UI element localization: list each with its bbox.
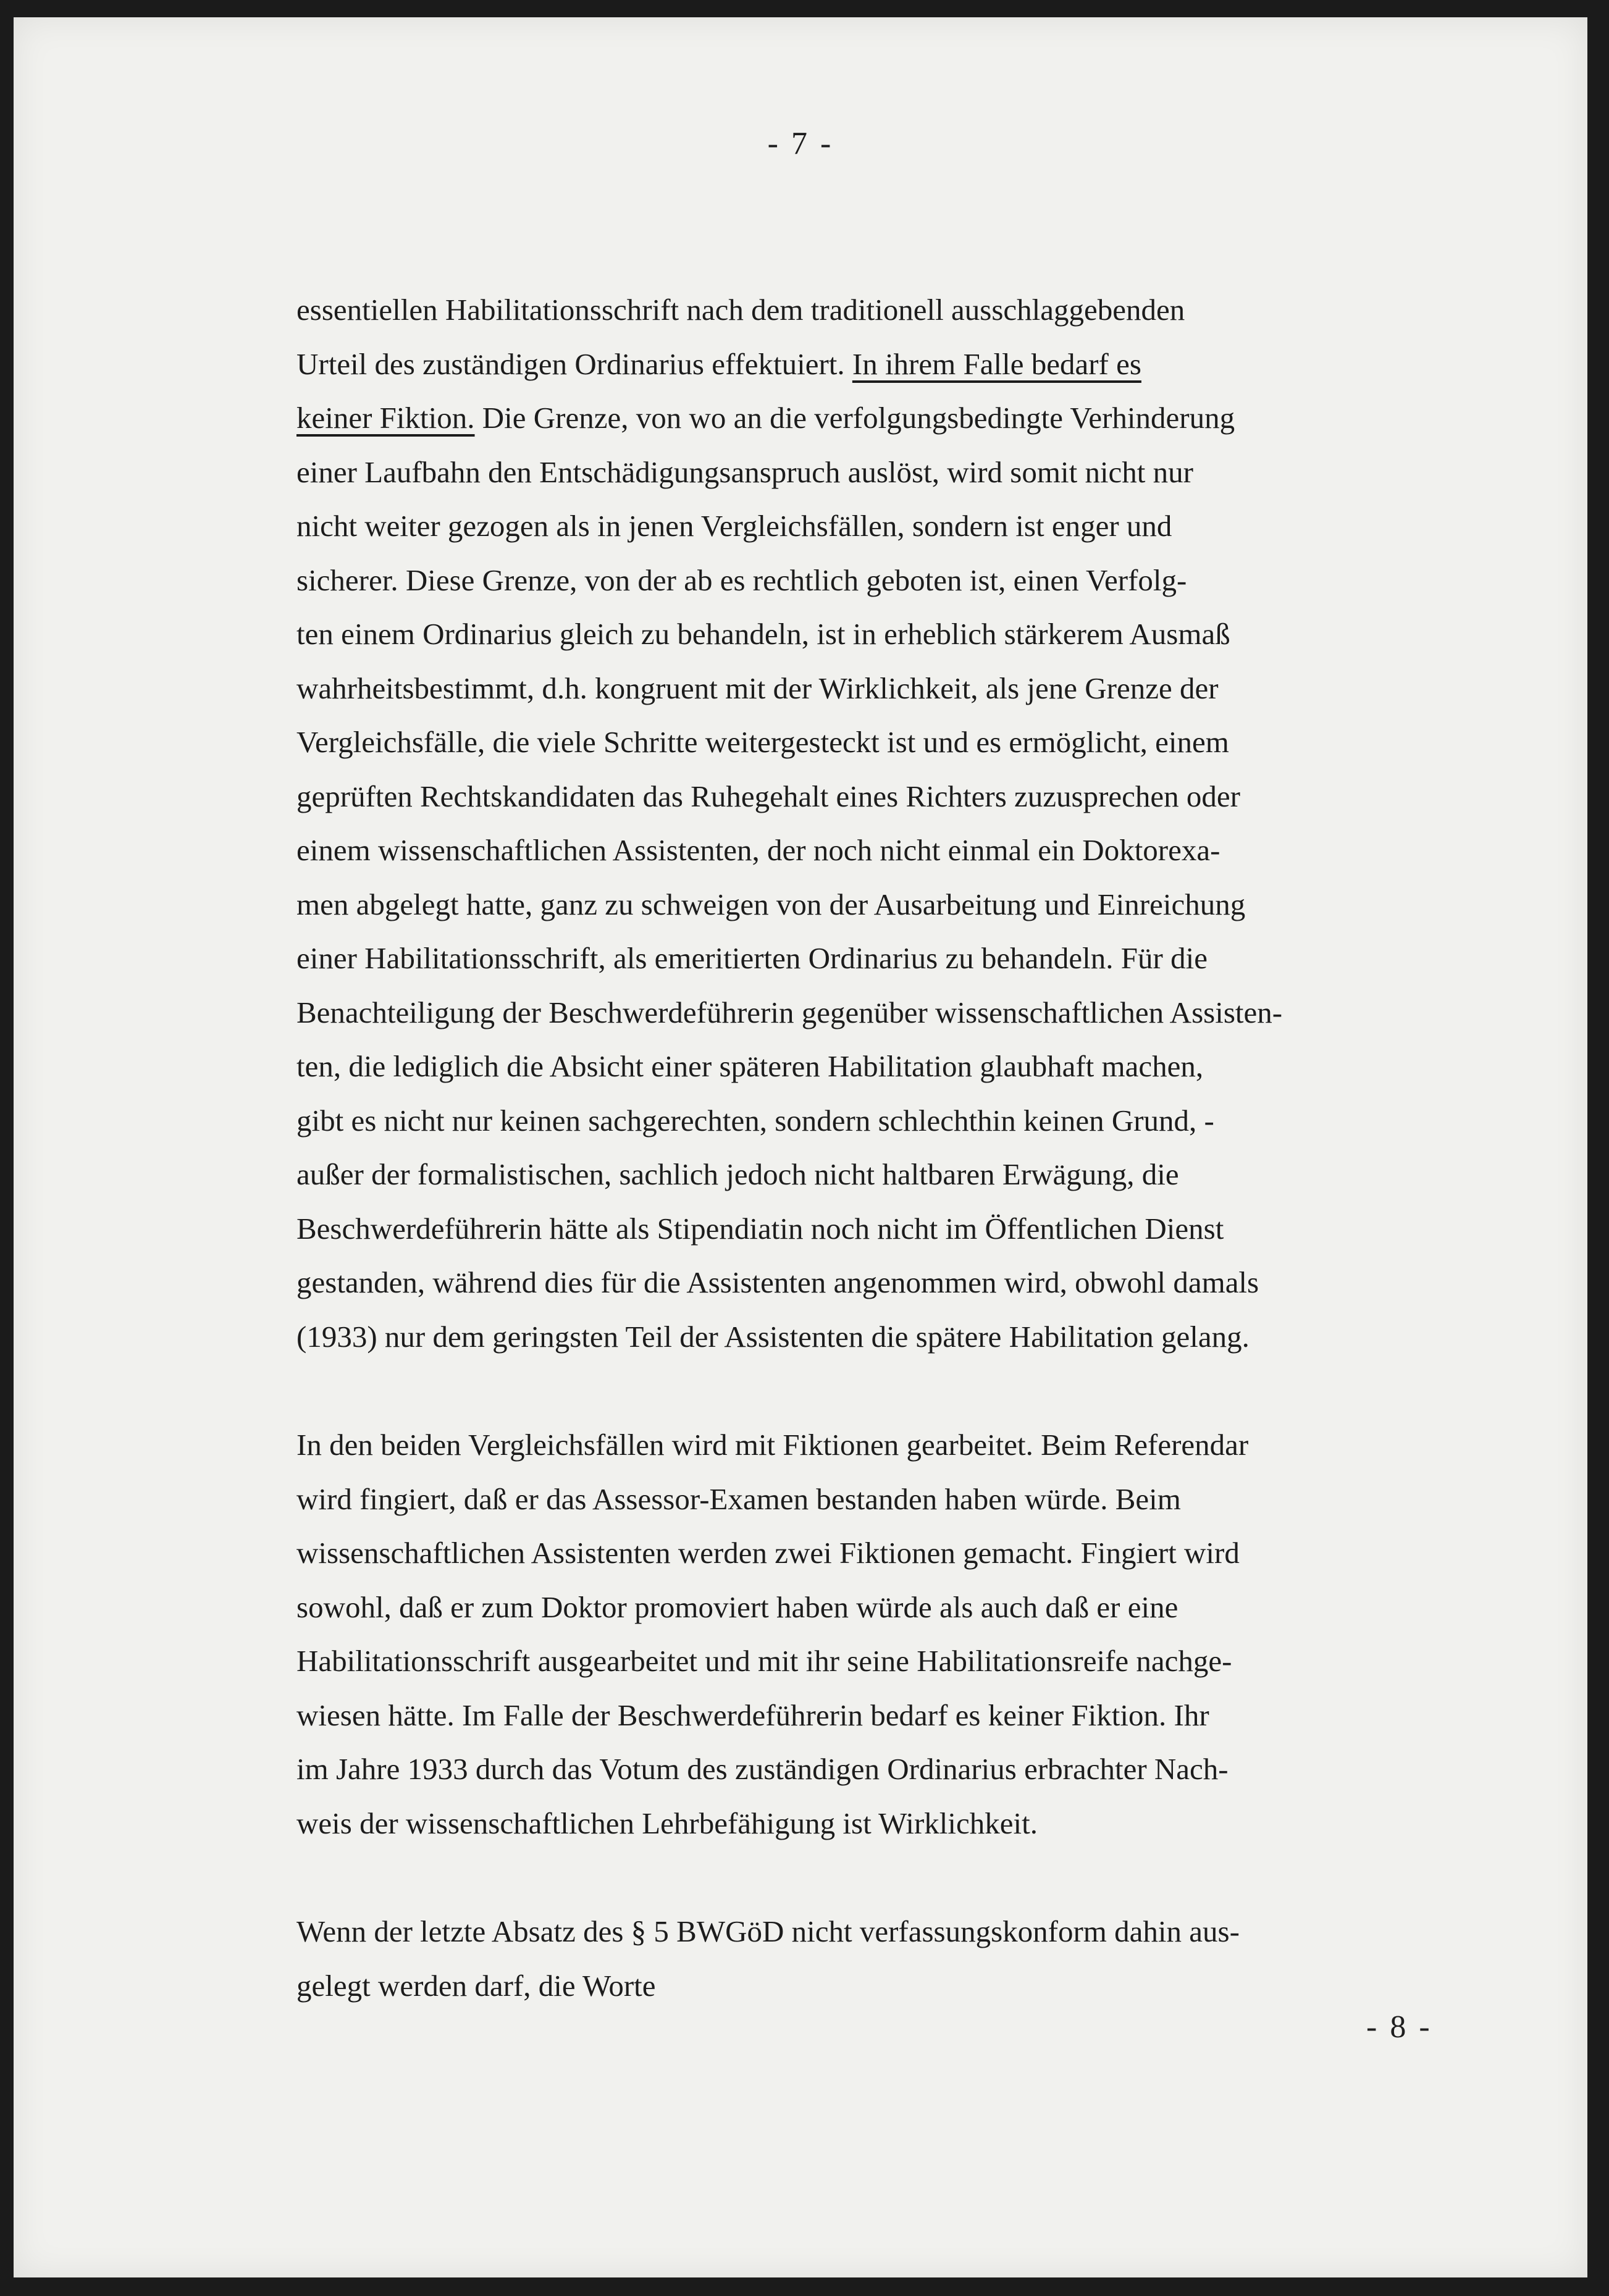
underlined-text: In ihrem Falle bedarf es [852, 346, 1141, 381]
text-line: wissenschaftlichen Assistenten werden zwei Fiktionen gemacht. Fingiert wird [296, 1536, 1240, 1570]
text-line: men abgelegt hatte, ganz zu schweigen von der Ausarbeitung und Einreichung [296, 887, 1246, 921]
text-line: ten einem Ordinarius gleich zu behandeln, ist in erheblich stärkerem Ausmaß [296, 617, 1230, 651]
text-line: sicherer. Diese Grenze, von der ab es rechtlich geboten ist, einen Verfolg- [296, 563, 1187, 597]
underlined-text: keiner Fiktion. [296, 401, 475, 435]
text-line: gestanden, während dies für die Assistenten angenommen wird, obwohl damals [296, 1265, 1259, 1299]
text-line [296, 337, 1587, 392]
paragraph-2 [296, 1418, 1587, 1850]
body-text [296, 283, 1587, 2013]
document-page [14, 17, 1587, 2277]
next-page-marker: - 8 - [1366, 2009, 1432, 2045]
text-line: geprüften Rechtskandidaten das Ruhegehalt eines Richters zuzusprechen oder [296, 779, 1240, 813]
text-line: wiesen hätte. Im Falle der Beschwerdeführerin bedarf es keiner Fiktion. Ihr [296, 1698, 1209, 1732]
text-line: essentiellen Habilitationsschrift nach dem traditionell ausschlaggebenden [296, 293, 1185, 327]
text-line: Wenn der letzte Absatz des § 5 BWGöD nicht verfassungskonform dahin aus- [296, 1914, 1240, 1948]
text-line: wird fingiert, daß er das Assessor-Examen bestanden haben würde. Beim [296, 1481, 1181, 1516]
text-line: wahrheitsbestimmt, d.h. kongruent mit der Wirklichkeit, als jene Grenze der [296, 671, 1219, 705]
text-line: einem wissenschaftlichen Assistenten, der noch nicht einmal ein Doktorexa- [296, 833, 1220, 867]
text-line: weis der wissenschaftlichen Lehrbefähigung ist Wirklichkeit. [296, 1806, 1038, 1840]
text-line: gibt es nicht nur keinen sachgerechten, sondern schlechthin keinen Grund, - [296, 1103, 1214, 1138]
text-line: einer Habilitationsschrift, als emeritierten Ordinarius zu behandeln. Für die [296, 941, 1208, 975]
text-line: im Jahre 1933 durch das Votum des zuständigen Ordinarius erbrachter Nach- [296, 1752, 1229, 1786]
paragraph-1 [296, 283, 1587, 1364]
text-line: sowohl, daß er zum Doktor promoviert haben würde als auch daß er eine [296, 1590, 1178, 1624]
text-line: nicht weiter gezogen als in jenen Vergleichsfällen, sondern ist enger und [296, 509, 1172, 543]
text-line: ten, die lediglich die Absicht einer späteren Habilitation glaubhaft machen, [296, 1049, 1204, 1083]
text-line: außer der formalistischen, sachlich jedoch nicht haltbaren Erwägung, die [296, 1157, 1179, 1191]
text-line: Benachteiligung der Beschwerdeführerin gegenüber wissenschaftlichen Assisten- [296, 995, 1283, 1029]
text-line: In den beiden Vergleichsfällen wird mit Fiktionen gearbeitet. Beim Referendar [296, 1428, 1249, 1462]
text-segment: Urteil des zuständigen Ordinarius effektuiert. [296, 346, 852, 381]
text-line: Habilitationsschrift ausgearbeitet und mit ihr seine Habilitationsreife nachge- [296, 1644, 1232, 1678]
paragraph-spacer [296, 1850, 1587, 1904]
paragraph-spacer [296, 1364, 1587, 1418]
paragraph-3 [296, 1904, 1587, 2013]
text-line: (1933) nur dem geringsten Teil der Assistenten die spätere Habilitation gelang. [296, 1319, 1250, 1354]
text-line: einer Laufbahn den Entschädigungsanspruch auslöst, wird somit nicht nur [296, 455, 1193, 489]
text-line: Vergleichsfälle, die viele Schritte weitergesteckt ist und es ermöglicht, einem [296, 725, 1229, 759]
text-segment: Die Grenze, von wo an die verfolgungsbedingte Verhinderung [474, 401, 1235, 435]
text-line [296, 391, 1587, 445]
text-line: gelegt werden darf, die Worte [296, 1968, 656, 2003]
text-line: Beschwerdeführerin hätte als Stipendiatin noch nicht im Öffentlichen Dienst [296, 1211, 1224, 1246]
page-number: - 7 - [767, 126, 834, 161]
